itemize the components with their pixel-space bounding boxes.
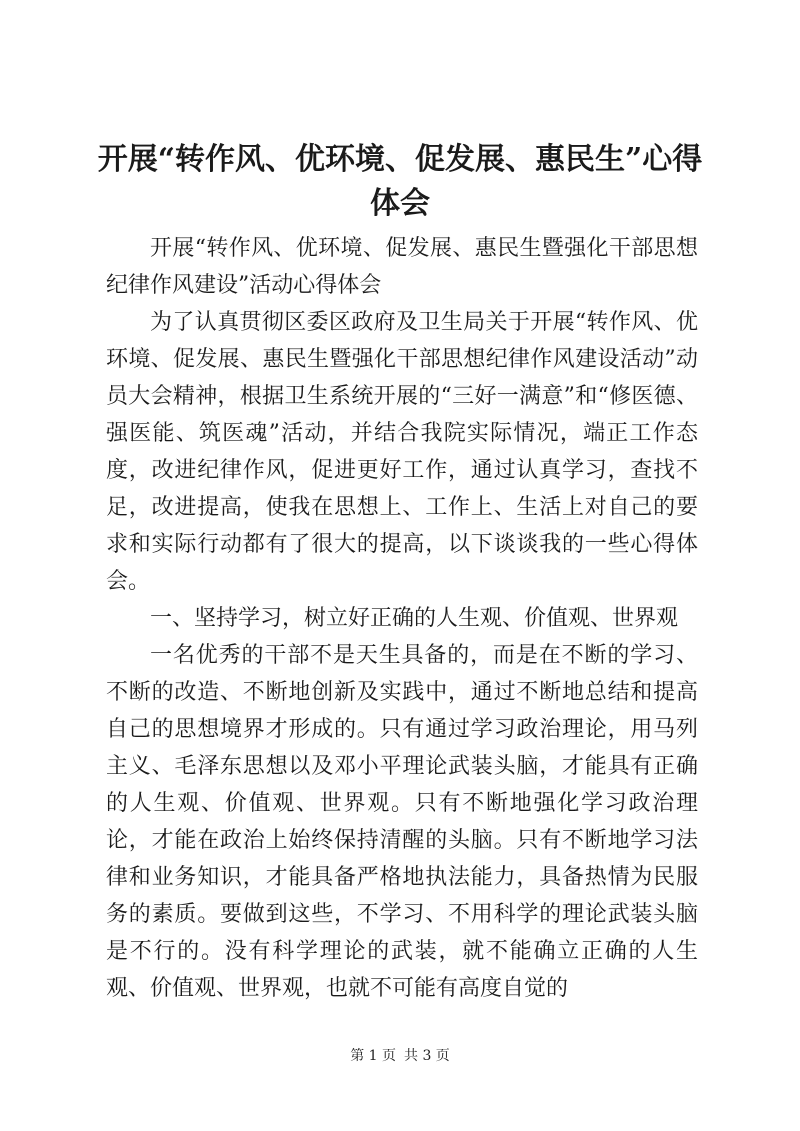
paragraph-subtitle: 开展“转作风、优环境、促发展、惠民生暨强化干部思想纪律作风建设”活动心得体会 xyxy=(106,236,698,298)
page-footer xyxy=(0,1046,800,1066)
section-heading-1: 一、坚持学习，树立好正确的人生观、价值观、世界观 xyxy=(150,606,679,631)
document-body xyxy=(106,230,698,1007)
page-number: 第 1 页 xyxy=(350,1048,396,1064)
paragraph-intro: 为了认真贯彻区委区政府及卫生局关于开展“转作风、优环境、促发展、惠民生暨强化干部思想纪律作风建设活动”动员大会精神，根据卫生系统开展的“三好一满意”和“修医德、强医能、筑医魂”活动，并结合我院实际情况，端正工作态度，改进纪律作风，促进更好工作，通过认真学习，查找不足，改进提高，使我在思想上、工作上、生活上对自己的要求和实际行动都有了很大的提高，以下谈谈我的一些心得体会。 xyxy=(106,310,698,594)
paragraph-section-1: 一名优秀的干部不是天生具备的，而是在不断的学习、不断的改造、不断地创新及实践中，通过不断地总结和提高自己的思想境界才形成的。只有通过学习政治理论，用马列主义、毛泽东思想以及邓小平理论武装头脑，才能具有正确的人生观、价值观、世界观。只有不断地强化学习政治理论，才能在政治上始终保持清醒的头脑。只有不断地学习法律和业务知识，才能具备严格地执法能力，具备热情为民服务的素质。要做到这些，不学习、不用科学的理论武装头脑是不行的。没有科学理论的武装，就不能确立正确的人生观、价值观、世界观，也就不可能有高度自觉的 xyxy=(106,643,698,1001)
page-total: 共 3 页 xyxy=(404,1048,450,1064)
document-title: 开展“转作风、优环境、促发展、惠民生”心得体会 xyxy=(97,142,703,221)
